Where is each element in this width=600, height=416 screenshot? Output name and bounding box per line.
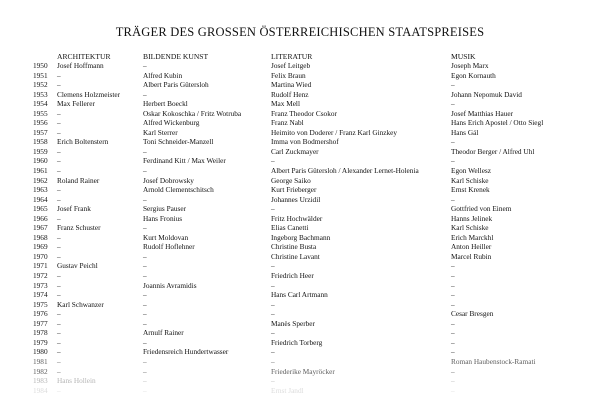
- year-cell: 1979: [33, 337, 48, 347]
- architektur-cell: –: [57, 166, 61, 176]
- table-row: [0, 328, 600, 338]
- architektur-cell: –: [57, 194, 61, 204]
- table-row: [0, 71, 600, 81]
- bildende-kunst-cell: –: [143, 166, 147, 176]
- architektur-cell: –: [57, 127, 61, 137]
- table-row: [0, 290, 600, 300]
- musik-cell: Ernst Krenek: [451, 185, 490, 195]
- musik-cell: Cesar Bresgen: [451, 309, 494, 319]
- bildende-kunst-cell: Alfred Kubin: [143, 70, 183, 80]
- musik-cell: Erich Marckhl: [451, 232, 494, 242]
- year-cell: 1976: [33, 309, 48, 319]
- literatur-cell: Rudolf Henz: [271, 89, 309, 99]
- table-row: [0, 176, 600, 186]
- table-row: [0, 80, 600, 90]
- literatur-cell: Hans Carl Artmann: [271, 290, 328, 300]
- bildende-kunst-cell: –: [143, 194, 147, 204]
- literatur-cell: –: [271, 328, 275, 338]
- table-row: [0, 338, 600, 348]
- year-cell: 1966: [33, 213, 48, 223]
- table-row: [0, 357, 600, 367]
- literatur-cell: –: [271, 156, 275, 166]
- bildende-kunst-cell: –: [143, 385, 147, 395]
- architektur-cell: –: [57, 309, 61, 319]
- architektur-cell: –: [57, 80, 61, 90]
- architektur-cell: Josef Hoffmann: [57, 61, 104, 70]
- bildende-kunst-cell: Josef Dobrowsky: [143, 175, 194, 185]
- architektur-cell: Franz Schuster: [57, 223, 101, 233]
- architektur-cell: –: [57, 232, 61, 242]
- table-row: [0, 90, 600, 100]
- architektur-cell: –: [57, 318, 61, 328]
- bildende-kunst-cell: Kurt Moldovan: [143, 232, 189, 242]
- table-row: [0, 309, 600, 319]
- architektur-cell: –: [57, 290, 61, 300]
- bildende-kunst-cell: –: [143, 261, 147, 271]
- bildende-kunst-cell: –: [143, 356, 147, 366]
- year-cell: 1973: [33, 280, 48, 290]
- year-cell: 1955: [33, 108, 48, 118]
- literatur-cell: Friedrich Heer: [271, 271, 314, 281]
- year-cell: 1981: [33, 356, 48, 366]
- literatur-cell: Ernst Jandl: [271, 385, 304, 395]
- architektur-cell: Josef Frank: [57, 204, 91, 214]
- table-row: [0, 166, 600, 176]
- literatur-cell: –: [271, 376, 275, 386]
- architektur-cell: –: [57, 337, 61, 347]
- architektur-cell: Hans Hollein: [57, 376, 96, 386]
- musik-cell: Anton Heiller: [451, 242, 492, 252]
- musik-cell: –: [451, 194, 455, 204]
- year-cell: 1953: [33, 89, 48, 99]
- architektur-cell: Erich Boltenstern: [57, 137, 109, 147]
- literatur-cell: Ingeborg Bachmann: [271, 232, 331, 242]
- literatur-cell: Josef Leitgeb: [271, 61, 311, 70]
- year-cell: 1969: [33, 242, 48, 252]
- musik-cell: Egon Kornauth: [451, 70, 496, 80]
- musik-cell: Joseph Marx: [451, 61, 489, 70]
- musik-cell: –: [451, 280, 455, 290]
- bildende-kunst-cell: Hans Fronius: [143, 213, 183, 223]
- table-row: [0, 233, 600, 243]
- literatur-cell: Christine Busta: [271, 242, 317, 252]
- table-row: [0, 118, 600, 128]
- bildende-kunst-cell: Arnold Clementschitsch: [143, 185, 214, 195]
- bildende-kunst-cell: –: [143, 251, 147, 261]
- architektur-cell: –: [57, 271, 61, 281]
- musik-cell: Theodor Berger / Alfred Uhl: [451, 146, 535, 156]
- bildende-kunst-cell: –: [143, 299, 147, 309]
- architektur-cell: –: [57, 70, 61, 80]
- musik-cell: –: [451, 137, 455, 147]
- musik-cell: –: [451, 337, 455, 347]
- literatur-cell: –: [271, 280, 275, 290]
- musik-cell: Roman Haubenstock-Ramati: [451, 356, 536, 366]
- musik-cell: –: [451, 299, 455, 309]
- bildende-kunst-cell: Arnulf Rainer: [143, 328, 184, 338]
- architektur-cell: Max Fellerer: [57, 99, 95, 109]
- bildende-kunst-cell: Joannis Avramidis: [143, 280, 197, 290]
- bildende-kunst-cell: –: [143, 89, 147, 99]
- literatur-cell: Imma von Bodmershof: [271, 137, 339, 147]
- musik-cell: Karl Schiske: [451, 223, 489, 233]
- literatur-cell: –: [271, 299, 275, 309]
- awards-table: [0, 61, 600, 395]
- architektur-cell: Roland Rainer: [57, 175, 100, 185]
- table-row: [0, 195, 600, 205]
- architektur-cell: –: [57, 118, 61, 128]
- literatur-cell: Martina Wied: [271, 80, 312, 90]
- literatur-cell: –: [271, 356, 275, 366]
- architektur-cell: –: [57, 146, 61, 156]
- bildende-kunst-cell: –: [143, 318, 147, 328]
- year-cell: 1958: [33, 137, 48, 147]
- header-bildende-kunst: BILDENDE KUNST: [143, 52, 209, 61]
- architektur-cell: –: [57, 385, 61, 395]
- literatur-cell: Friederike Mayröcker: [271, 366, 335, 376]
- table-row: [0, 214, 600, 224]
- bildende-kunst-cell: –: [143, 146, 147, 156]
- architektur-cell: –: [57, 251, 61, 261]
- bildende-kunst-cell: Herbert Boeckl: [143, 99, 188, 109]
- musik-cell: Hanns Jelinek: [451, 213, 493, 223]
- musik-cell: –: [451, 376, 455, 386]
- table-row: [0, 300, 600, 310]
- table-row: [0, 109, 600, 119]
- year-cell: 1963: [33, 185, 48, 195]
- table-row: [0, 242, 600, 252]
- musik-cell: Josef Matthias Hauer: [451, 108, 514, 118]
- architektur-cell: –: [57, 347, 61, 357]
- architektur-cell: –: [57, 280, 61, 290]
- literatur-cell: George Saiko: [271, 175, 311, 185]
- table-row: [0, 376, 600, 386]
- architektur-cell: Clemens Holzmeister: [57, 89, 121, 99]
- bildende-kunst-cell: –: [143, 366, 147, 376]
- year-cell: 1980: [33, 347, 48, 357]
- table-row: [0, 261, 600, 271]
- musik-cell: –: [451, 347, 455, 357]
- year-cell: 1984: [33, 385, 48, 395]
- year-cell: 1957: [33, 127, 48, 137]
- bildende-kunst-cell: Sergius Pauser: [143, 204, 187, 214]
- year-cell: 1959: [33, 146, 48, 156]
- musik-cell: –: [451, 290, 455, 300]
- architektur-cell: –: [57, 213, 61, 223]
- header-architektur: ARCHITEKTUR: [57, 52, 111, 61]
- musik-cell: –: [451, 261, 455, 271]
- musik-cell: Egon Wellesz: [451, 166, 492, 176]
- year-cell: 1954: [33, 99, 48, 109]
- year-cell: 1977: [33, 318, 48, 328]
- literatur-cell: Max Mell: [271, 99, 300, 109]
- literatur-cell: Friedrich Torberg: [271, 337, 323, 347]
- architektur-cell: –: [57, 328, 61, 338]
- literatur-cell: Franz Theodor Csokor: [271, 108, 337, 118]
- header-musik: MUSIK: [451, 52, 476, 61]
- bildende-kunst-cell: –: [143, 271, 147, 281]
- bildende-kunst-cell: Friedensreich Hundertwasser: [143, 347, 229, 357]
- literatur-cell: Carl Zuckmayer: [271, 146, 319, 156]
- bildende-kunst-cell: Albert Paris Gütersloh: [143, 80, 209, 90]
- architektur-cell: –: [57, 185, 61, 195]
- year-cell: 1983: [33, 376, 48, 386]
- literatur-cell: Elias Canetti: [271, 223, 309, 233]
- year-cell: 1974: [33, 290, 48, 300]
- year-cell: 1956: [33, 118, 48, 128]
- musik-cell: Marcel Rubin: [451, 251, 492, 261]
- year-cell: 1964: [33, 194, 48, 204]
- year-cell: 1960: [33, 156, 48, 166]
- bildende-kunst-cell: Karl Sterrer: [143, 127, 178, 137]
- architektur-cell: –: [57, 242, 61, 252]
- architektur-cell: –: [57, 366, 61, 376]
- musik-cell: –: [451, 385, 455, 395]
- year-cell: 1970: [33, 251, 48, 261]
- musik-cell: –: [451, 156, 455, 166]
- architektur-cell: –: [57, 156, 61, 166]
- bildende-kunst-cell: Ferdinand Kitt / Max Weiler: [143, 156, 226, 166]
- year-cell: 1972: [33, 271, 48, 281]
- year-cell: 1971: [33, 261, 48, 271]
- table-row: [0, 128, 600, 138]
- table-row: [0, 252, 600, 262]
- table-row: [0, 319, 600, 329]
- table-row: [0, 347, 600, 357]
- year-cell: 1975: [33, 299, 48, 309]
- table-row: [0, 137, 600, 147]
- musik-cell: –: [451, 80, 455, 90]
- musik-cell: –: [451, 99, 455, 109]
- musik-cell: Johann Nepomuk David: [451, 89, 522, 99]
- bildende-kunst-cell: –: [143, 309, 147, 319]
- literatur-cell: Franz Nabl: [271, 118, 304, 128]
- architektur-cell: Gustav Peichl: [57, 261, 98, 271]
- table-row: [0, 386, 600, 396]
- bildende-kunst-cell: –: [143, 337, 147, 347]
- year-cell: 1967: [33, 223, 48, 233]
- bildende-kunst-cell: Toni Schneider-Manzell: [143, 137, 214, 147]
- year-cell: 1950: [33, 61, 48, 70]
- literatur-cell: Heimito von Doderer / Franz Karl Ginzkey: [271, 127, 398, 137]
- year-cell: 1978: [33, 328, 48, 338]
- table-row: [0, 99, 600, 109]
- architektur-cell: –: [57, 108, 61, 118]
- architektur-cell: Karl Schwanzer: [57, 299, 104, 309]
- literatur-cell: –: [271, 309, 275, 319]
- literatur-cell: –: [271, 204, 275, 214]
- musik-cell: –: [451, 271, 455, 281]
- architektur-cell: –: [57, 356, 61, 366]
- musik-cell: –: [451, 318, 455, 328]
- table-row: [0, 271, 600, 281]
- literatur-cell: –: [271, 261, 275, 271]
- table-row: [0, 367, 600, 377]
- bildende-kunst-cell: Oskar Kokoschka / Fritz Wotruba: [143, 108, 242, 118]
- table-row: [0, 204, 600, 214]
- literatur-cell: Fritz Hochwälder: [271, 213, 323, 223]
- musik-cell: –: [451, 328, 455, 338]
- table-row: [0, 185, 600, 195]
- bildende-kunst-cell: –: [143, 61, 147, 70]
- literatur-cell: Johannes Urzidil: [271, 194, 321, 204]
- literatur-cell: –: [271, 347, 275, 357]
- bildende-kunst-cell: –: [143, 376, 147, 386]
- musik-cell: Hans Erich Apostel / Otto Siegl: [451, 118, 544, 128]
- table-row: [0, 281, 600, 291]
- year-cell: 1951: [33, 70, 48, 80]
- literatur-cell: Felix Braun: [271, 70, 306, 80]
- year-cell: 1965: [33, 204, 48, 214]
- table-row: [0, 61, 600, 71]
- literatur-cell: Manès Sperber: [271, 318, 315, 328]
- bildende-kunst-cell: –: [143, 223, 147, 233]
- year-cell: 1962: [33, 175, 48, 185]
- literatur-cell: Albert Paris Gütersloh / Alexander Lernet-Holenia: [271, 166, 419, 176]
- musik-cell: Gottfried von Einem: [451, 204, 512, 214]
- literatur-cell: Kurt Frieberger: [271, 185, 317, 195]
- year-cell: 1961: [33, 166, 48, 176]
- table-row: [0, 147, 600, 157]
- year-cell: 1952: [33, 80, 48, 90]
- page-title: TRÄGER DES GROSSEN ÖSTERREICHISCHEN STAATSPREISES: [115, 25, 485, 39]
- bildende-kunst-cell: Rudolf Hoflehner: [143, 242, 195, 252]
- musik-cell: –: [451, 366, 455, 376]
- musik-cell: Karl Schiske: [451, 175, 489, 185]
- bildende-kunst-cell: –: [143, 290, 147, 300]
- header-literatur: LITERATUR: [271, 52, 313, 61]
- musik-cell: Hans Gál: [451, 127, 479, 137]
- table-row: [0, 156, 600, 166]
- year-cell: 1982: [33, 366, 48, 376]
- literatur-cell: Christine Lavant: [271, 251, 320, 261]
- table-row: [0, 223, 600, 233]
- bildende-kunst-cell: Alfred Wickenburg: [143, 118, 200, 128]
- year-cell: 1968: [33, 232, 48, 242]
